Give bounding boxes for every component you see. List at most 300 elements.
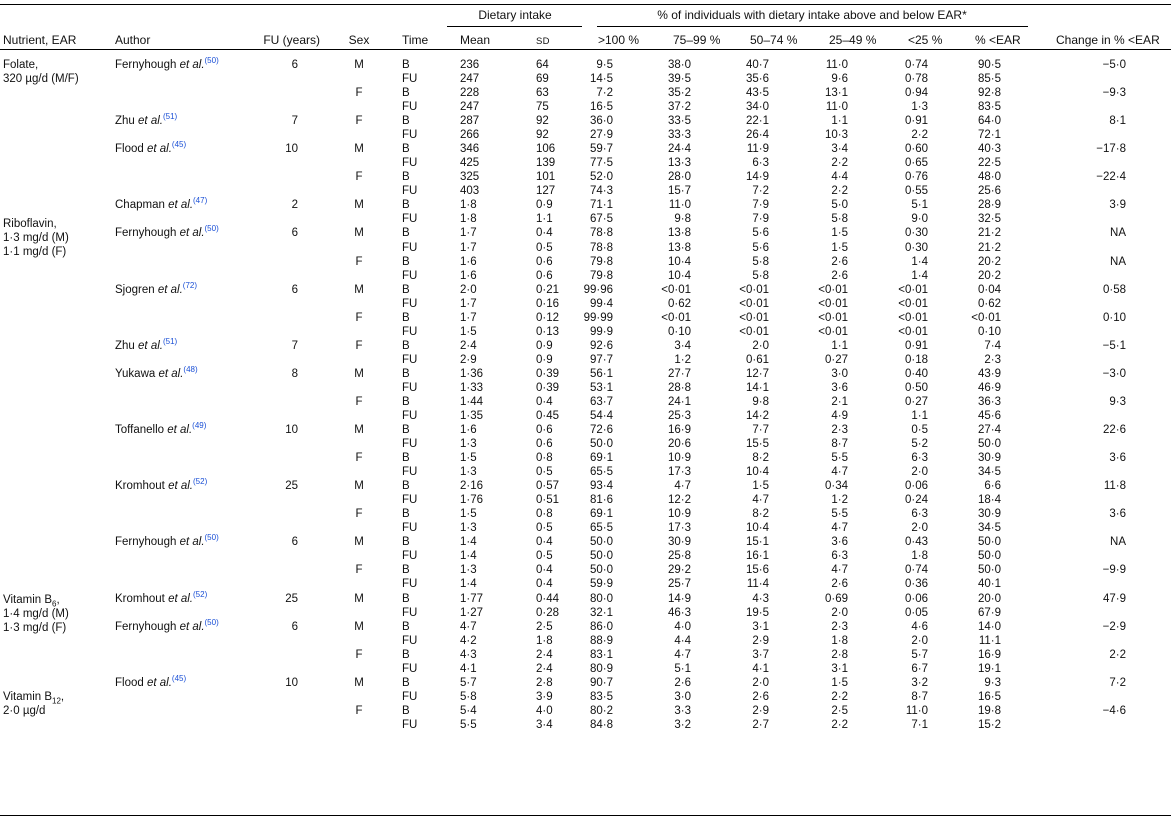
dietary-intake-underline xyxy=(447,26,582,27)
time-cell: B xyxy=(402,59,410,71)
mean-cell: 4·3 xyxy=(460,648,477,661)
change-cell: 0·10 xyxy=(1102,311,1126,324)
r50-74-cell: 10·4 xyxy=(745,522,769,535)
sex-cell: F xyxy=(355,171,363,184)
col-header-lt25: <25 % xyxy=(908,33,943,47)
sd-cell: 0·39 xyxy=(536,367,560,380)
gt100-cell: 27·9 xyxy=(589,129,613,142)
reference-link[interactable]: (72) xyxy=(182,280,198,290)
pct-lt-ear-cell: 20·2 xyxy=(977,269,1001,282)
lt25-cell: 5·2 xyxy=(911,438,928,451)
time-cell: B xyxy=(402,227,410,240)
r75-99-cell: 28·8 xyxy=(667,381,691,394)
sd-cell: 139 xyxy=(536,157,556,170)
sd-cell: 2·5 xyxy=(536,620,553,633)
sex-cell: M xyxy=(354,199,364,212)
gt100-cell: 99·96 xyxy=(583,283,613,296)
r75-99-cell: 28·0 xyxy=(667,171,691,184)
nutrient-label: Vitamin $B_6$, xyxy=(3,594,60,609)
gt100-cell: 56·1 xyxy=(589,367,613,380)
sd-cell: 0·44 xyxy=(536,592,560,605)
time-cell: B xyxy=(402,367,410,380)
reference-link[interactable]: (52) xyxy=(193,477,208,487)
author-cell xyxy=(115,280,198,297)
mean-cell: 1·44 xyxy=(460,395,484,408)
et-al: et al. xyxy=(167,424,193,437)
lt25-cell: 0·78 xyxy=(904,73,928,86)
r50-74-cell: 10·4 xyxy=(745,466,769,479)
sex-cell: M xyxy=(354,592,364,605)
gt100-cell: 79·8 xyxy=(589,269,613,282)
lt25-cell: 7·1 xyxy=(911,718,928,731)
change-cell: −4·6 xyxy=(1102,704,1126,717)
r25-49-cell: 6·3 xyxy=(831,550,848,563)
r75-99-cell: <0·01 xyxy=(661,311,691,324)
sd-cell: 0·9 xyxy=(536,339,553,352)
reference-link[interactable]: (50) xyxy=(204,533,219,543)
pct-lt-ear-cell: 11·1 xyxy=(978,634,1001,647)
r75-99-cell: 0·62 xyxy=(667,297,691,310)
r50-74-cell: 7·2 xyxy=(752,185,769,198)
time-cell: B xyxy=(402,620,410,633)
pct-lt-ear-cell: 16·9 xyxy=(977,648,1001,661)
r50-74-cell: 2·0 xyxy=(752,676,769,689)
time-cell: FU xyxy=(402,690,418,703)
time-cell: B xyxy=(402,592,410,605)
reference-link[interactable]: (50) xyxy=(204,224,219,234)
pct-lt-ear-cell: 20·2 xyxy=(977,255,1001,268)
sd-cell: 1·1 xyxy=(536,213,553,226)
pct-lt-ear-cell: 34·5 xyxy=(977,522,1001,535)
time-cell: FU xyxy=(402,129,418,142)
mean-cell: 2·4 xyxy=(460,339,477,352)
pct-lt-ear-cell: 0·04 xyxy=(977,283,1001,296)
r25-49-cell: 1·1 xyxy=(831,339,848,352)
r25-49-cell: 2·6 xyxy=(831,578,848,591)
time-cell: FU xyxy=(402,634,418,647)
sd-cell: 101 xyxy=(536,171,556,184)
reference-link[interactable]: (45) xyxy=(171,140,187,150)
pct-lt-ear-cell: 50·0 xyxy=(977,550,1001,563)
mean-cell: 2·0 xyxy=(460,283,477,296)
sex-cell: F xyxy=(355,339,363,352)
author-cell xyxy=(115,423,206,437)
r25-49-cell: 1·1 xyxy=(831,115,848,128)
author-name: Kromhout xyxy=(115,592,165,605)
pct-lt-ear-cell: 7·4 xyxy=(984,339,1001,352)
et-al: et al. xyxy=(168,199,194,212)
gt100-cell: 50·0 xyxy=(589,536,613,549)
time-cell: B xyxy=(402,115,410,128)
time-cell: FU xyxy=(402,73,418,86)
mean-cell: 1·4 xyxy=(460,536,477,549)
sd-cell: 0·6 xyxy=(536,255,553,268)
et-al: et al. xyxy=(179,620,205,633)
sd-cell: 0·57 xyxy=(536,480,560,493)
time-cell: FU xyxy=(402,578,418,591)
change-cell: NA xyxy=(1110,536,1126,549)
nutrient-ear: 1·3 mg/d (F) xyxy=(3,622,67,634)
mean-cell: 1·76 xyxy=(460,494,484,507)
time-cell: FU xyxy=(402,522,418,535)
mean-cell: 5·8 xyxy=(460,690,477,703)
author-name: Toffanello xyxy=(115,424,165,437)
fu-years-cell: 6 xyxy=(291,620,298,633)
gt100-cell: 83·5 xyxy=(589,690,613,703)
pct-lt-ear-cell: 50·0 xyxy=(977,438,1001,451)
r25-49-cell: 8·7 xyxy=(831,438,848,451)
r50-74-cell: 0·61 xyxy=(745,353,769,366)
sd-cell: 0·4 xyxy=(536,536,553,549)
gt100-cell: 7·2 xyxy=(596,87,613,100)
mean-cell: 1·77 xyxy=(460,592,484,605)
r75-99-cell: 9·8 xyxy=(674,213,691,226)
r75-99-cell: 30·9 xyxy=(667,536,691,549)
r75-99-cell: 3·0 xyxy=(674,690,691,703)
pct-lt-ear-cell: 27·4 xyxy=(977,424,1001,437)
r75-99-cell: 10·4 xyxy=(667,255,691,268)
r25-49-cell: 2·1 xyxy=(831,395,848,408)
lt25-cell: 2·0 xyxy=(911,522,928,535)
pct-lt-ear-cell: 18·4 xyxy=(977,494,1001,507)
sex-cell: M xyxy=(354,424,364,437)
time-cell: FU xyxy=(402,101,418,114)
mean-cell: 5·5 xyxy=(460,718,477,731)
r25-49-cell: <0·01 xyxy=(818,311,848,324)
change-cell: −9·9 xyxy=(1102,564,1126,577)
time-cell: FU xyxy=(402,157,418,170)
r50-74-cell: 15·1 xyxy=(745,536,769,549)
sd-cell: 0·12 xyxy=(536,311,560,324)
r75-99-cell: 10·4 xyxy=(667,269,691,282)
lt25-cell: 0·74 xyxy=(904,59,928,71)
lt25-cell: 0·60 xyxy=(904,143,928,156)
mean-cell: 1·6 xyxy=(460,255,477,268)
r25-49-cell: 10·3 xyxy=(824,129,848,142)
sd-cell: 0·9 xyxy=(536,353,553,366)
r75-99-cell: 0·10 xyxy=(667,325,691,338)
r25-49-cell: 9·6 xyxy=(831,73,848,86)
pct-lt-ear-cell: 67·9 xyxy=(977,606,1001,619)
mean-cell: 325 xyxy=(460,171,480,184)
sex-cell: M xyxy=(354,676,364,689)
mean-cell: 247 xyxy=(460,73,480,86)
sex-cell: F xyxy=(355,115,363,128)
sd-cell: 0·13 xyxy=(536,325,560,338)
sd-cell: 2·4 xyxy=(536,662,553,675)
reference-link[interactable]: (49) xyxy=(192,421,207,431)
nutrient-ear: 1·4 mg/d (M) xyxy=(3,608,69,620)
fu-years-cell: 8 xyxy=(291,367,298,380)
sd-cell: 92 xyxy=(536,129,549,142)
r50-74-cell: 2·0 xyxy=(752,339,769,352)
r25-49-cell: 2·6 xyxy=(831,255,848,268)
reference-link[interactable]: (51) xyxy=(162,336,178,346)
change-cell: 22·6 xyxy=(1102,424,1126,437)
r50-74-cell: <0·01 xyxy=(739,297,769,310)
nutrient-label: Riboflavin, xyxy=(3,218,57,230)
gt100-cell: 88·9 xyxy=(589,634,613,647)
col-header-change: Change in % <EAR xyxy=(1056,33,1160,47)
sex-cell: M xyxy=(354,620,364,633)
fu-years-cell: 10 xyxy=(285,676,298,689)
change-cell: NA xyxy=(1110,255,1126,268)
pct-lt-ear-cell: 0·10 xyxy=(977,325,1001,338)
r75-99-cell: 3·4 xyxy=(674,339,691,352)
lt25-cell: 0·24 xyxy=(904,494,928,507)
gt100-cell: 14·5 xyxy=(589,73,613,86)
sd-cell: 0·5 xyxy=(536,466,553,479)
r25-49-cell: 4·7 xyxy=(831,466,848,479)
r50-74-cell: 2·7 xyxy=(752,718,769,731)
r75-99-cell: 12·2 xyxy=(667,494,691,507)
fu-years-cell: 10 xyxy=(285,143,298,156)
fu-years-cell: 6 xyxy=(291,283,298,296)
mean-cell: 1·3 xyxy=(460,522,477,535)
mean-cell: 236 xyxy=(460,59,480,71)
time-cell: B xyxy=(402,255,410,268)
sd-cell: 106 xyxy=(536,143,556,156)
pct-lt-ear-cell: 25·6 xyxy=(977,185,1001,198)
sex-cell: M xyxy=(354,480,364,493)
r25-49-cell: 1·8 xyxy=(831,634,848,647)
r75-99-cell: 25·7 xyxy=(667,578,691,591)
change-cell: −2·9 xyxy=(1102,620,1126,633)
r75-99-cell: 35·2 xyxy=(667,87,691,100)
lt25-cell: 2·0 xyxy=(911,634,928,647)
col-header-nutrient: Nutrient, EAR xyxy=(3,33,77,47)
lt25-cell: 0·30 xyxy=(904,227,928,240)
r25-49-cell: 0·27 xyxy=(824,353,848,366)
r50-74-cell: <0·01 xyxy=(739,283,769,296)
r25-49-cell: 1·2 xyxy=(831,494,848,507)
r75-99-cell: 17·3 xyxy=(667,522,691,535)
sd-cell: 0·8 xyxy=(536,508,553,521)
pct-lt-ear-cell: 32·5 xyxy=(977,213,1001,226)
r75-99-cell: 10·9 xyxy=(667,508,691,521)
percent-group-header: % of individuals with dietary intake above and below EAR* xyxy=(657,8,967,22)
r25-49-cell: 3·6 xyxy=(831,536,848,549)
reference-link[interactable]: (45) xyxy=(171,673,187,683)
mean-cell: 1·36 xyxy=(460,367,484,380)
lt25-cell: <0·01 xyxy=(898,283,928,296)
sd-cell: 0·6 xyxy=(536,424,553,437)
gt100-cell: 71·1 xyxy=(589,199,613,212)
time-cell: B xyxy=(402,395,410,408)
author-name: Zhu xyxy=(115,339,135,352)
lt25-cell: 0·27 xyxy=(904,395,928,408)
r75-99-cell: 3·3 xyxy=(674,704,691,717)
col-header-75-99: 75–99 % xyxy=(673,33,721,47)
gt100-cell: 36·0 xyxy=(589,115,613,128)
r25-49-cell: 4·7 xyxy=(831,522,848,535)
sd-cell: 1·8 xyxy=(536,634,553,647)
r25-49-cell: 5·5 xyxy=(831,508,848,521)
pct-lt-ear-cell: <0·01 xyxy=(971,311,1001,324)
r25-49-cell: 2·2 xyxy=(831,718,848,731)
change-cell: 3·6 xyxy=(1109,508,1126,521)
r75-99-cell: 33·5 xyxy=(667,115,691,128)
r50-74-cell: 19·5 xyxy=(745,606,769,619)
mean-cell: 1·5 xyxy=(460,325,477,338)
r25-49-cell: 2·2 xyxy=(831,157,848,170)
gt100-cell: 72·6 xyxy=(589,424,613,437)
fu-years-cell: 2 xyxy=(291,199,298,212)
col-header-25-49: 25–49 % xyxy=(829,33,877,47)
time-cell: B xyxy=(402,424,410,437)
lt25-cell: 1·4 xyxy=(911,255,928,268)
r75-99-cell: 17·3 xyxy=(667,466,691,479)
r50-74-cell: 14·9 xyxy=(745,171,769,184)
r50-74-cell: 1·5 xyxy=(752,480,769,493)
r25-49-cell: 2·0 xyxy=(831,606,848,619)
fu-years-cell: 7 xyxy=(291,115,298,128)
sd-cell: 69 xyxy=(536,73,549,86)
time-cell: FU xyxy=(402,494,418,507)
r25-49-cell: 5·5 xyxy=(831,452,848,465)
mean-cell: 1·3 xyxy=(460,466,477,479)
author-name: Fernyhough xyxy=(115,620,177,633)
r75-99-cell: 4·7 xyxy=(674,648,691,661)
time-cell: FU xyxy=(402,325,418,338)
r50-74-cell: 11·9 xyxy=(746,143,769,156)
r50-74-cell: 7·9 xyxy=(752,199,769,212)
gt100-cell: 69·1 xyxy=(589,452,613,465)
r25-49-cell: 3·4 xyxy=(831,143,848,156)
r25-49-cell: 11·0 xyxy=(825,59,848,71)
r50-74-cell: 12·7 xyxy=(745,367,769,380)
time-cell: B xyxy=(402,508,410,521)
time-cell: FU xyxy=(402,381,418,394)
r50-74-cell: 34·0 xyxy=(745,101,769,114)
r25-49-cell: 3·6 xyxy=(831,381,848,394)
sd-cell: 0·5 xyxy=(536,550,553,563)
r75-99-cell: 39·5 xyxy=(667,73,691,86)
gt100-cell: 69·1 xyxy=(589,508,613,521)
r50-74-cell: 4·3 xyxy=(752,592,769,605)
r75-99-cell: 25·3 xyxy=(667,410,691,422)
r50-74-cell: 5·8 xyxy=(752,269,769,282)
col-header-sd: SD xyxy=(536,36,550,47)
pct-lt-ear-cell: 45·6 xyxy=(977,410,1001,422)
pct-lt-ear-cell: 36·3 xyxy=(977,395,1001,408)
r25-49-cell: 1·5 xyxy=(831,241,848,254)
r50-74-cell: 5·8 xyxy=(752,255,769,268)
r75-99-cell: 10·9 xyxy=(667,452,691,465)
author-name: Kromhout xyxy=(115,480,165,493)
percent-group-underline xyxy=(597,26,1028,27)
et-al: et al. xyxy=(168,592,193,605)
lt25-cell: 0·74 xyxy=(904,564,928,577)
mean-cell: 1·7 xyxy=(460,241,477,254)
sex-cell: F xyxy=(355,564,363,577)
r25-49-cell: 4·9 xyxy=(831,410,848,422)
reference-link[interactable]: (47) xyxy=(193,196,208,206)
sex-cell: F xyxy=(355,452,363,465)
reference-link[interactable]: (50) xyxy=(204,617,219,627)
et-al: et al. xyxy=(179,536,205,549)
mean-cell: 1·33 xyxy=(460,381,484,394)
gt100-cell: 65·5 xyxy=(589,466,613,479)
et-al: et al. xyxy=(146,676,172,689)
sd-cell: 63 xyxy=(536,87,549,100)
r75-99-cell: 11·0 xyxy=(668,199,691,212)
gt100-cell: 63·7 xyxy=(589,395,613,408)
r50-74-cell: 26·4 xyxy=(745,129,769,142)
mean-cell: 5·7 xyxy=(460,676,477,689)
lt25-cell: 0·05 xyxy=(904,606,928,619)
r75-99-cell: 3·2 xyxy=(674,718,691,731)
r50-74-cell: 4·1 xyxy=(752,662,769,675)
et-al: et al. xyxy=(138,115,163,128)
reference-link[interactable]: (50) xyxy=(204,56,219,66)
r50-74-cell: 5·6 xyxy=(752,227,769,240)
fu-years-cell: 10 xyxy=(285,424,298,437)
lt25-cell: 6·7 xyxy=(911,662,928,675)
fu-years-cell: 7 xyxy=(291,339,298,352)
et-al: et al. xyxy=(157,283,183,296)
pct-lt-ear-cell: 43·9 xyxy=(977,367,1001,380)
pct-lt-ear-cell: 16·5 xyxy=(977,690,1001,703)
time-cell: B xyxy=(402,648,410,661)
r25-49-cell: 2·2 xyxy=(831,690,848,703)
time-cell: B xyxy=(402,171,410,184)
change-cell: −22·4 xyxy=(1096,171,1126,184)
gt100-cell: 16·5 xyxy=(589,101,613,114)
sd-cell: 75 xyxy=(536,101,549,114)
reference-link[interactable]: (52) xyxy=(193,589,208,599)
r50-74-cell: 35·6 xyxy=(745,73,769,86)
fu-years-cell: 6 xyxy=(291,536,298,549)
lt25-cell: 0·5 xyxy=(911,424,928,437)
r50-74-cell: 2·9 xyxy=(752,704,769,717)
sd-cell: 0·45 xyxy=(536,410,560,422)
r75-99-cell: 4·0 xyxy=(674,620,691,633)
sd-cell: 0·4 xyxy=(536,564,553,577)
r75-99-cell: 38·0 xyxy=(667,59,691,71)
pct-lt-ear-cell: 21·2 xyxy=(977,227,1001,240)
pct-lt-ear-cell: 21·2 xyxy=(977,241,1001,254)
pct-lt-ear-cell: 15·2 xyxy=(977,718,1001,731)
lt25-cell: 0·06 xyxy=(904,480,928,493)
nutrient-ear: 1·3 mg/d (M) xyxy=(3,232,69,244)
r25-49-cell: 5·8 xyxy=(831,213,848,226)
mean-cell: 5·4 xyxy=(460,704,477,717)
lt25-cell: 0·40 xyxy=(904,367,928,380)
author-cell xyxy=(115,367,198,381)
mean-cell: 1·3 xyxy=(460,564,477,577)
author-name: Flood xyxy=(115,143,144,156)
sex-cell: F xyxy=(355,704,363,717)
col-header-gt100: >100 % xyxy=(598,33,640,47)
mean-cell: 228 xyxy=(460,87,480,100)
mean-cell: 1·8 xyxy=(460,213,477,226)
mean-cell: 2·9 xyxy=(460,353,477,366)
gt100-cell: 78·8 xyxy=(589,227,613,240)
r75-99-cell: 13·8 xyxy=(667,241,691,254)
pct-lt-ear-cell: 30·9 xyxy=(977,508,1001,521)
reference-link[interactable]: (51) xyxy=(162,112,178,122)
author-cell xyxy=(115,58,219,72)
time-cell: B xyxy=(402,199,410,212)
reference-link[interactable]: (48) xyxy=(183,365,198,375)
gt100-cell: 59·7 xyxy=(589,143,613,156)
r50-74-cell: 22·1 xyxy=(745,115,769,128)
pct-lt-ear-cell: 30·9 xyxy=(977,452,1001,465)
author-name: Sjogren xyxy=(115,283,155,296)
sd-cell: 3·4 xyxy=(536,718,553,731)
r25-49-cell: 4·4 xyxy=(831,171,848,184)
